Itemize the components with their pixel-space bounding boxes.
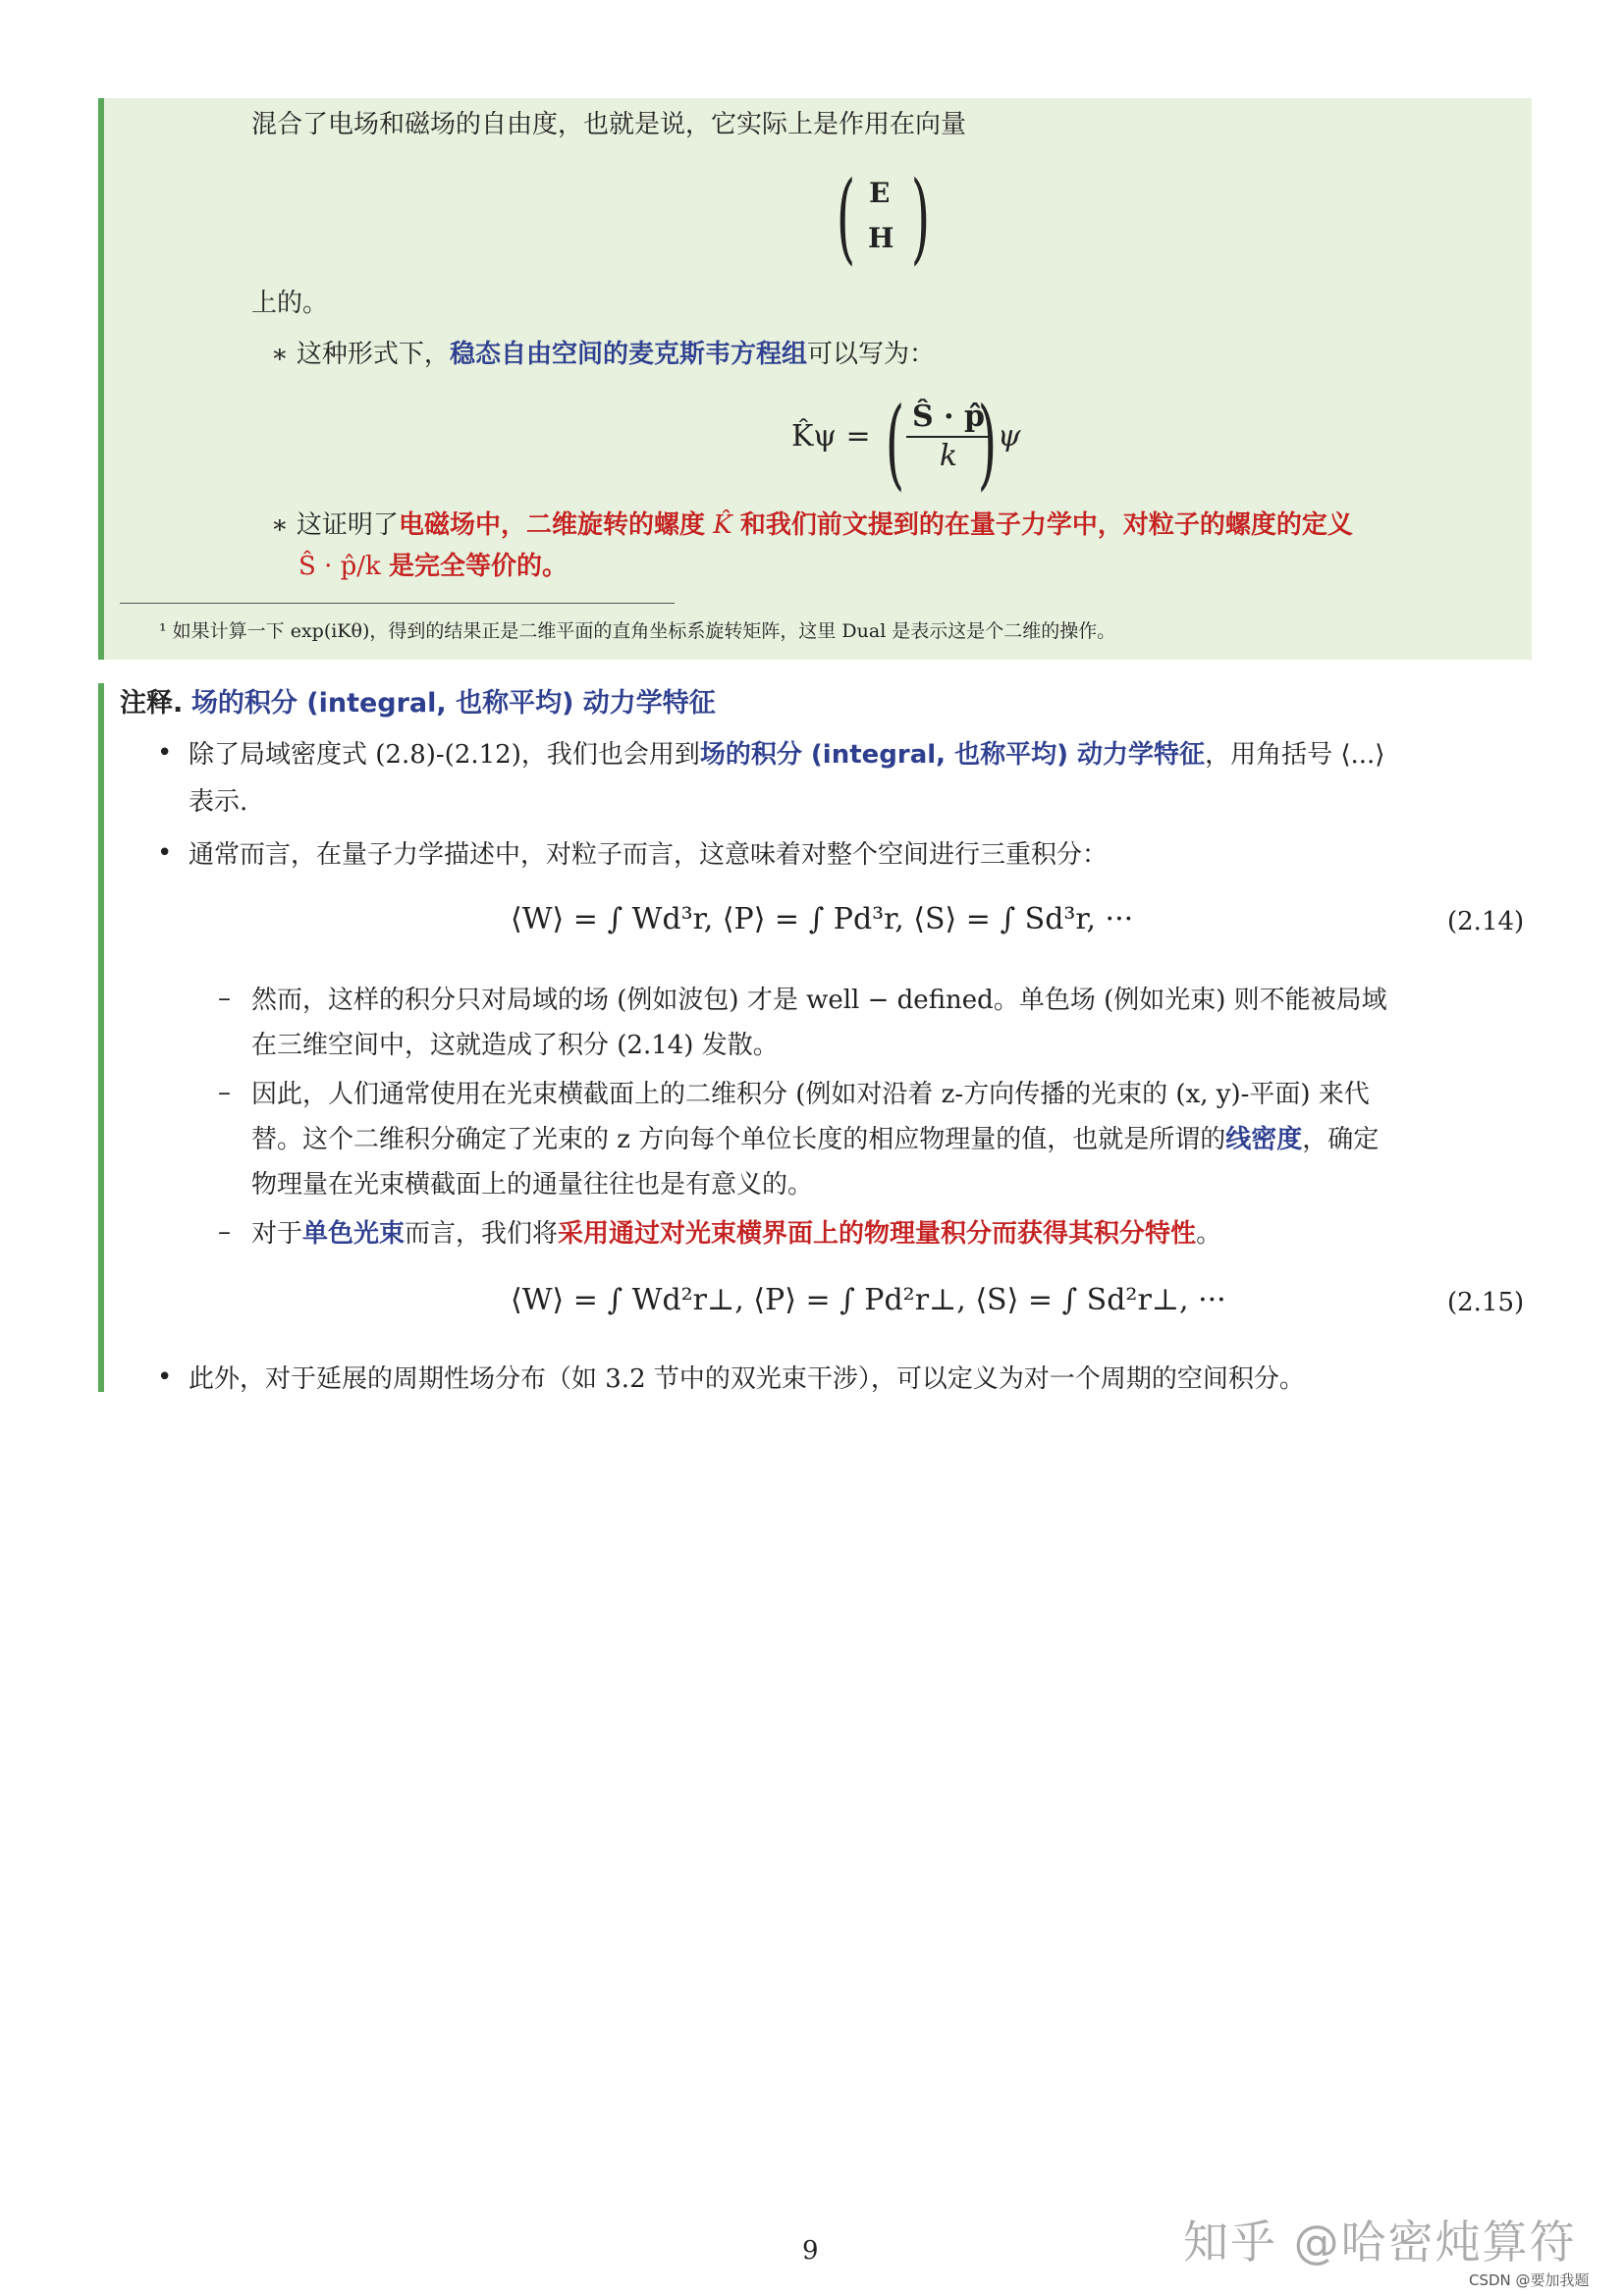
note-title-text: 场的积分 (integral, 也称平均) 动力学特征 [190, 688, 716, 719]
bullet-3: • [157, 1362, 173, 1392]
csdn-credit: CSDN @要加我题 [1469, 2271, 1590, 2289]
dash-1: – [218, 984, 231, 1013]
equation-2-14: ⟨W⟩ = ∫ Wd³r, ⟨P⟩ = ∫ Pd³r, ⟨S⟩ = ∫ Sd³r, ··· [511, 902, 1134, 936]
note-d2-line3: 物理量在光束横截面上的通量往往也是有意义的。 [251, 1170, 814, 1200]
note-d3 [251, 1217, 1221, 1251]
d2-line2-text: 替。这个二维积分确定了光束的 z 方向每个单位长度的相应物理量的值，也就是所谓的 [251, 1125, 1226, 1154]
note-b1-line2: 表示. [189, 787, 248, 817]
dash-3: – [218, 1217, 231, 1247]
b1-suffix: ，用角括号 ⟨...⟩ [1205, 740, 1385, 770]
footnote: ¹ 如果计算一下 exp(iKθ)，得到的结果正是二维平面的直角坐标系旋转矩阵，这里 Dual 是表示这是个二维的操作。 [159, 620, 1116, 642]
d3-prefix: 对于 [251, 1219, 303, 1249]
watermark: 知乎 @哈密炖算符 [1183, 2216, 1577, 2269]
box-line1: 混合了电场和磁场的自由度，也就是说，它实际上是作用在向量 [251, 110, 967, 139]
b1-prefix: 除了局域密度式 (2.8)-(2.12)，我们也会用到 [189, 740, 700, 770]
note-b2: 通常而言，在量子力学描述中，对粒子而言，这意味着对整个空间进行三重积分： [189, 840, 1109, 870]
box-item2 [271, 508, 1353, 542]
box-item2-line2 [298, 550, 568, 583]
item2-symbol: K̂ [713, 510, 732, 540]
dash-2: – [218, 1078, 231, 1107]
eq-rhs: ψ [998, 419, 1021, 454]
note-d2-line2 [251, 1123, 1379, 1156]
item2-prefix: ∗ 这证明了 [271, 510, 399, 540]
bullet-2: • [157, 838, 173, 868]
note-title [120, 687, 716, 721]
item2-line2-highlight: 是完全等价的。 [389, 552, 568, 581]
vector-bottom: H [868, 222, 894, 254]
equation-2-14-number: (2.14) [1447, 907, 1525, 936]
b1-highlight: 场的积分 (integral, 也称平均) 动力学特征 [699, 740, 1206, 770]
d3-suffix: 。 [1196, 1219, 1222, 1249]
equation-2-15-number: (2.15) [1447, 1288, 1525, 1317]
box-line2: 上的。 [251, 289, 329, 318]
footnote-rule [120, 603, 675, 604]
item1-highlight: 稳态自由空间的麦克斯韦方程组 [449, 340, 807, 369]
d3-middle: 而言，我们将 [405, 1219, 559, 1249]
eq-left-paren: ( [885, 386, 905, 501]
note-title-label: 注释. [120, 688, 184, 719]
equation-2-15: ⟨W⟩ = ∫ Wd²r⊥, ⟨P⟩ = ∫ Pd²r⊥, ⟨S⟩ = ∫ Sd²r⊥, ··· [511, 1283, 1226, 1317]
box-item1 [271, 338, 935, 371]
page-number: 9 [802, 2236, 819, 2266]
eq-right-paren: ) [977, 386, 998, 501]
item1-prefix: ∗ 这种形式下， [271, 340, 450, 369]
left-paren: ( [836, 160, 856, 275]
note-left-bar [98, 683, 104, 1392]
item2-highlight-a: 电磁场中，二维旋转的螺度 [398, 510, 705, 540]
note-b3: 此外，对于延展的周期性场分布（如 3.2 节中的双光束干涉），可以定义为对一个周期的空间积分。 [189, 1364, 1305, 1394]
item2-line2-symbol: Ŝ · p̂/k [298, 552, 381, 581]
d2-line2-suffix: ，确定 [1302, 1125, 1380, 1154]
eq-lhs: K̂ψ = [791, 419, 871, 454]
bullet-1: • [157, 738, 173, 768]
d2-line2-highlight: 线密度 [1225, 1125, 1303, 1154]
eq-denominator: k [939, 439, 958, 473]
note-d2-line1: 因此，人们通常使用在光束横截面上的二维积分 (例如对沿着 z-方向传播的光束的 (x, y)-平面) 来代 [251, 1080, 1370, 1109]
note-d1-line1: 然而，这样的积分只对局域的场 (例如波包) 才是 well − defined。单色场 (例如光束) 则不能被局域 [251, 986, 1387, 1015]
item2-highlight-b: 和我们前文提到的在量子力学中，对粒子的螺度的定义 [739, 510, 1353, 540]
d3-highlight-2: 采用通过对光束横界面上的物理量积分而获得其积分特性 [558, 1219, 1197, 1249]
note-b1 [189, 738, 1384, 772]
eq-numerator: Ŝ · p̂ [906, 399, 991, 438]
right-paren: ) [910, 160, 931, 275]
item1-suffix: 可以写为： [806, 340, 935, 369]
d3-highlight-1: 单色光束 [302, 1219, 406, 1249]
note-d1-line2: 在三维空间中，这就造成了积分 (2.14) 发散。 [251, 1031, 779, 1060]
vector-top: E [869, 177, 891, 209]
